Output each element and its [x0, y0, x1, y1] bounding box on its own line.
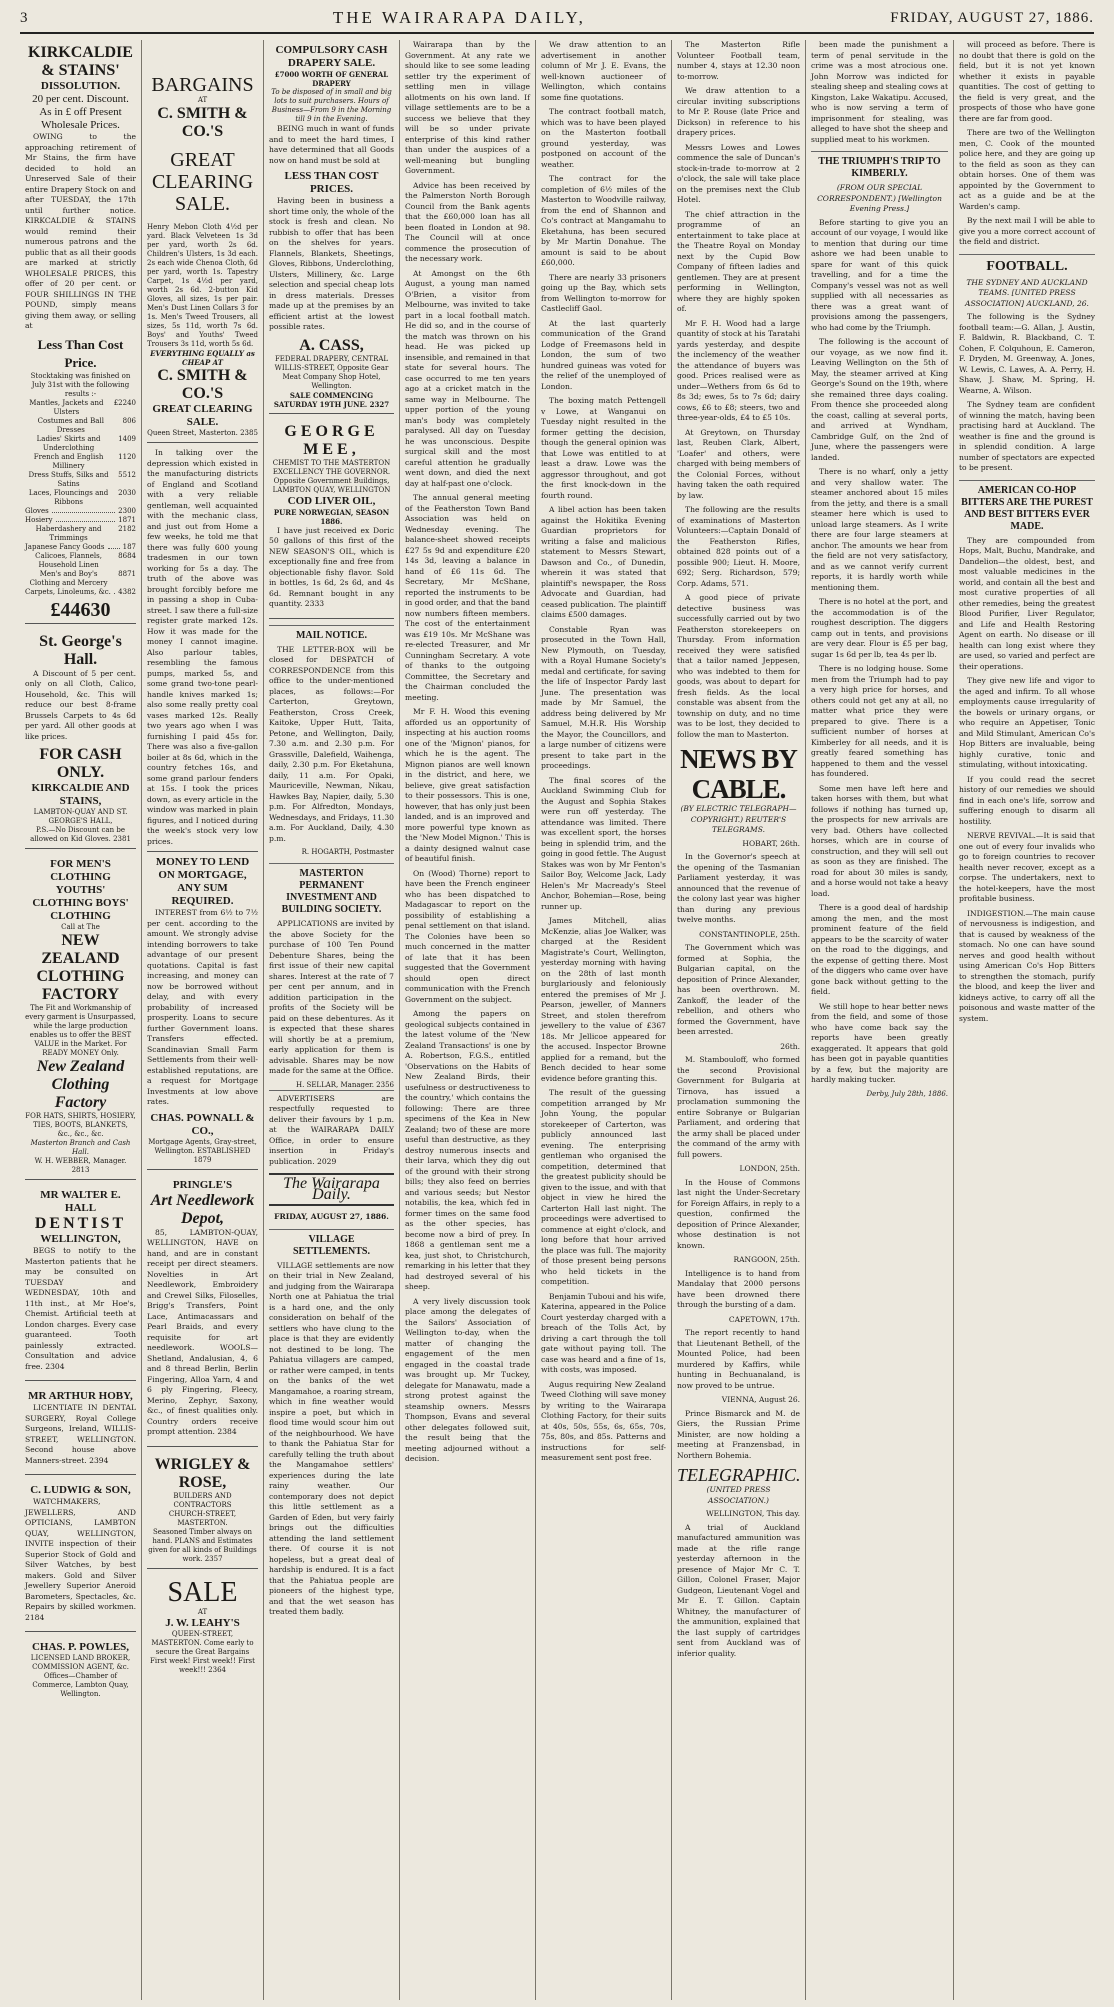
ad-postscript: P.S.—No Discount can be allowed on Kid Gloves. 2381	[30, 826, 131, 843]
ad-name: GEORGE MEE,	[284, 422, 379, 458]
ad-body: LICENSED LAND BROKER, COMMISSION AGENT, &c. Offices—Chamber of Commerce, Lambton Quay, Wellington.	[30, 1654, 131, 1698]
ad-manager: W. H. WEBBER, Manager. 2813	[34, 1157, 127, 1174]
article-para: The result of the guessing competition arranged by Mr John Young, the popular storekeeper of Carterton, was publicly announced last evening. The enterprising gentleman who organised the competition, determined that the greatest publicity should be given to the issue, and with that object in view he hired the Carterton Hall last night. The proceedings were advertised to commence at eight o'clock, and long before that hour arrived the place was full. The majority of those present being persons who held tickets in the competition.	[541, 1088, 666, 1286]
st-georges-hall-ad	[25, 629, 136, 850]
stock-row	[25, 543, 136, 552]
leader-heading: VILLAGE SETTLEMENTS.	[269, 1229, 394, 1258]
ad-body: INTEREST from 6½ to 7½ per cent. according to the amount. We strongly advise intending borrowers to take advantage of our present quotations. Capital is fast increasing, and money can now be borrowed without delay, and with every probability of increased prosperity. Loans to secure further Government loans. Transfers effected. Scandinavian Small Farm Settlements from their well-established reputations, are a request for Mortgage Investments at low above rates.	[147, 908, 258, 1106]
article-para: Messrs Lowes and Lowes commence the sale of Duncan's stock-in-trade to-morrow at 2 o'clock, the sale will take place on the premises next the Club Hotel.	[677, 142, 800, 204]
stock-row	[25, 570, 136, 588]
stock-value: 2030	[118, 488, 136, 497]
ad-sub: AT	[197, 1607, 208, 1616]
ad-body: OWING to the approaching retirement of Mr Stains, the firm have decided to hold an Unreserved Sale of their entire Drapery Stock on and after TUESDAY, the 17th until further notice. KIRKCALDIE & STAINS would remind their numerous patrons and the public that as all their goods are marked at strictly WHOLESALE PRICES, this offer of 20 per cent. or FOUR SHILLINGS IN THE POUND, simply means giving them away, or selling at	[25, 132, 136, 330]
ad-brand: New Zealand Clothing Factory	[36, 1058, 125, 1111]
cable-news-subheading: (BY ELECTRIC TELEGRAPH—COPYRIGHT.) REUTER'S TELEGRAMS.	[680, 804, 797, 834]
ad-at: AT	[197, 96, 208, 104]
cable-item: The report recently to hand that Lieutenant Bethell, of the Mounted Police, had been murdered by Kaffirs, while hunting in Bechuanaland, is now proved to be untrue.	[677, 1328, 800, 1390]
ad-offer: 20 per cent. Discount. As in £ off Present Wholesale Prices.	[32, 93, 129, 131]
stock-item: Carpets, Linoleums, &c.	[25, 587, 111, 596]
ad-address: Masterton Branch and Cash Hall.	[30, 1139, 131, 1156]
stock-item: Mantles, Jackets and Ulsters	[29, 398, 104, 416]
stock-value: 187	[122, 542, 136, 551]
cable-item: M. Stambouloff, who formed the second Provisional Government for Bulgaria at Tirnova, has issued a proclamation summoning the entire Sobranye or Bulgarian Parliament, and ordering that the army shall be placed under the command of the army with full powers.	[677, 1055, 800, 1159]
ad-firm: A. CASS,	[299, 336, 364, 354]
article-para: At Amongst on the 6th August, a young man named O'Brien, a visitor from Melbourne, was invited to take part in a local football match. He did so, and in the course of the match was thrown on his head. He was picked up insensible, and remained in that state for several hours. The case occurred to me ten years ago at a cricket match in the same way in Melbourne. The upper portion of the young man's body was completely paralysed. All day on Tuesday he was unconscious. Despite surgical skill and the most careful attention he gradually went down, and died the next day at half-past one o'clock.	[405, 268, 530, 488]
article-signature: Derby, July 28th, 1886.	[866, 1089, 948, 1098]
article-para: Augus requiring New Zealand Tweed Clothing will save money by writing to the Wairarapa Clothing Factory, for their suits at 40s, 50s, 55s, 6s, 65s, 70s, 75s, 80s, and 85s. Patterns and instructions for self-measurement sent post free.	[541, 1379, 666, 1462]
article-para: There is a good deal of hardship among the men, and the most prominent feature of the field appears to be the scarcity of water on the road to the diggings, and the expense of getting there. Most of the diggers who came over have gone back without getting to the field.	[811, 903, 948, 996]
ad-note: Stocktaking was finished on July 31st with the following results :-	[30, 371, 131, 398]
paper-nameplate: The Wairarapa Daily.	[269, 1173, 394, 1206]
article-para: Advice has been received by the Palmerston North Borough Council from the Bank agents that the £60,000 loan has all been floated in London at 98. The Council will at once commence the prosecution of the necessary work.	[405, 180, 530, 263]
ad-title: KIRKCALDIE & STAINS'	[28, 44, 133, 79]
ad-title: MONEY TO LEND ON MORTGAGE, ANY SUM REQUIRED.	[155, 856, 250, 907]
stock-value: 1871	[118, 515, 136, 524]
stock-row	[25, 525, 136, 543]
ad-title: CHAS. P. POWLES,	[31, 1641, 130, 1653]
ad-town: LAMBTON QUAY, WELLINGTON	[272, 485, 391, 494]
stock-row	[25, 435, 136, 453]
ad-body: WATCHMAKERS, JEWELLERS, AND OPTICIANS, LAMBTON QUAY, WELLINGTON, INVITE inspection of their Superior Stock of Gold and Silver Watches, by best makers. Gold and Silver Jewellery Superior Aneroid Barometers, Spectacles, &c. Repairs by skilled workmen. 2184	[25, 1497, 136, 1622]
stock-row	[25, 552, 136, 570]
article-para: James Mitchell, alias McKenzie, alias Joe Walker, was charged at the Resident Magistrate's Court, Wellington, yesterday morning with having on the 28th of last month burglariously and feloniously entered the premises of Mr J. Pearson, jeweller, of Manners Street, and stolen therefrom jewellery to the value of £367 18s. Mr Jellicoe appeared for the accused. Inspector Browne applied for a remand, but the Bench decided to hear some evidence before granting this.	[541, 916, 666, 1083]
ad-title: MR ARTHUR HOBY,	[28, 1390, 133, 1402]
columns	[20, 40, 1100, 2000]
leader-dots	[56, 516, 116, 522]
ad-address: LAMBTON-QUAY AND ST. GEORGE'S HALL,	[33, 808, 128, 825]
article-para: There is no hotel at the port, and the accommodation is of the roughest description. The diggers camp out in tents, and provisions are very dear. Flour is £5 per bag, sugar 1s 6d per lb, tea 4s per lb.	[811, 597, 948, 659]
mail-notice-signature: R. HOGARTH, Postmaster	[301, 848, 394, 856]
ad-trade: DENTIST	[34, 1215, 127, 1232]
stock-row	[25, 507, 136, 516]
stock-item: Ladies' Skirts and Underclothing	[36, 434, 101, 452]
ad-title: St. George's Hall.	[39, 632, 122, 668]
stock-item: Costumes and Ball Dresses	[37, 416, 104, 434]
stock-value: 1120	[118, 452, 136, 461]
ad-body: QUEEN-STREET, MASTERTON. Come early to secure the Great Bargains First week! First week!! First week!!! 2364	[150, 1629, 255, 1674]
ad-lines: FOR MEN'S CLOTHING YOUTHS' CLOTHING BOYS' CLOTHING	[32, 858, 129, 922]
article-para: A very lively discussion took place among the delegates of the Sailors' Association of Wellington to-day, when the matter of changing the engagement of the men engaged in the coastal trade was brought up. Mr Tuckey, delegate for Manawatu, made a strong protest against the steamship owners. Messrs Thompson, Evans and several other delegates followed suit, the result being that the meeting adjourned without a decision.	[405, 1296, 530, 1463]
ad-subtitle: DISSOLUTION.	[40, 80, 121, 92]
stock-value: 2300	[118, 506, 136, 515]
article-para: There are two of the Wellington men, C. Cook of the mounted police here, and they are going up to the field as soon as they can obtain horses. One of them was appointed by the Government to act as a guide and be at the Warden's camp.	[959, 128, 1095, 211]
article-para: The following are the results of examinations of Masterton Volunteers:—Captain Donald of the Featherston Rifles, obtained 828 points out of a possible 900; Lieut. H. Moore, 692; Serg. Richardson, 579; Corp. Adams, 571.	[677, 505, 800, 588]
wrigley-rose-ad	[147, 1452, 258, 1569]
article-para: Mr F. H. Wood had a large quantity of stock at his Taratahi yards yesterday, and despite the inclemency of the weather the attendance of buyers was good. Prices realised were as under—Wethers from 6s 6d to 8s 3d; ewes, 5s to 7s 6d; dairy cows, £6 to £8; steers, two and three-year-olds, £4 to £5 10s.	[677, 318, 800, 422]
ad-body: Seasoned Timber always on hand. PLANS and Estimates given for all kinds of Buildings work. 2357	[148, 1527, 257, 1563]
building-society-signature: H. SELLAR, Manager. 2356	[295, 1080, 394, 1089]
ad-date: SALE COMMENCING SATURDAY 19TH JUNE. 2327	[273, 390, 390, 409]
stock-item: French and English Millinery	[33, 452, 104, 470]
ad-role: CHEMIST TO THE MASTERTON EXCELLENCY THE GOVERNOR.	[272, 458, 391, 476]
money-lend-ad	[147, 851, 258, 1170]
cable-item: Prince Bismarck and M. de Giers, the Russian Prime Minister, are now holding a meeting at Franzensbad, in Northern Bohemia.	[677, 1408, 800, 1460]
ad-text: BEING much in want of funds and to meet the hard times, I have determined that all Goods now on hand must be sold at	[269, 124, 394, 165]
stock-item: Dress Stuffs, Silks and Satins	[28, 470, 109, 488]
smith-sale-ad	[147, 40, 258, 443]
column-3	[264, 40, 400, 2000]
ad-call: Call at The	[61, 923, 100, 931]
building-society-heading: MASTERTON PERMANENT INVESTMENT AND BUILDING SOCIETY.	[269, 863, 394, 916]
ad-firm: CHAS. POWNALL & CO.,	[150, 1111, 255, 1137]
football-subheading: THE SYDNEY AND AUCKLAND TEAMS. [UNITED PRESS ASSOCIATION] AUCKLAND, 26.	[965, 277, 1089, 308]
article-para: Some men have left here and taken horses with them, but what follows if nothing has turned up, the prospects for new arrivals are very bad. Others have collected horses, which are in course of construction, and they will sell out as soon as they are finished. The road for about 30 miles is sandy, and a horse would not take a heavy load.	[811, 783, 948, 898]
article-para: been made the punishment a term of penal servitude in the crime was a most atrocious one. John Morrow was indicted for stealing sheep and stealing cows at Kingston, Lake Wakatipu. Accused, who is now serving a term of imprisonment for stealing, was alleged to have shot the sheep and supplied meat to his workmen.	[811, 40, 948, 144]
stock-row	[25, 417, 136, 435]
column-1	[20, 40, 142, 2000]
ad-body: A Discount of 5 per cent. only on all Cloth, Calico, Household, &c. This will reduce our best 8-frame Brussels Carpets to 4s 6d per yard. All other goods at like prices.	[25, 668, 136, 741]
cable-news-heading: NEWS BY CABLE.	[680, 744, 797, 804]
ad-title: C. LUDWIG & SON,	[30, 1484, 131, 1496]
cable-item: Intelligence is to hand from Mandalay that 2000 persons have been drowned there through the bursting of a dam.	[677, 1268, 800, 1309]
stock-value: 806	[122, 416, 136, 425]
stock-item: Gloves	[25, 506, 49, 515]
ad-sub: £7000 WORTH OF GENERAL DRAPERY	[274, 70, 389, 88]
clothing-factory-ad	[25, 854, 136, 1180]
dateline: WELLINGTON, This day.	[705, 1509, 800, 1518]
article-para: Constable Ryan was prosecuted in the Town Hall, New Plymouth, on Tuesday, with a Royal Humane Society's medal and certificate, for saving the life of Inspector Pardy last June. The presentation was made by Mr Samuel, the address being delivered by Mr Samuel, M.H.R. His Worship the Mayor, the Councillors, and a large number of citizens were present to take part in the proceedings.	[541, 624, 667, 770]
ad-body: I have just received ex Doric 50 gallons of this first of the NEW SEASON'S OIL, which is exceptionally fine and free from objectionable fishy flavor. Sold in bottles, 1s 6d, 2s 6d, and 4s 6d. Remnant bought in any quantity. 2333	[269, 525, 394, 608]
ad-address: Queen Street, Masterton. 2385	[147, 429, 258, 437]
ad-firm-repeat: C. SMITH & CO.'S	[157, 367, 248, 402]
ad-more: Having been in business a short time only, the whole of the stock is fresh and clean. No rubbish to offer that has been on the shelves for years. Flannels, Blankets, Sheetings, Gloves, Ribbons, Underclothing, Ulsters, Millinery, &c. Large selection and special cheap lots in dress materials. Dresses made up at the premises by an efficient artist at the lowest possible rates.	[269, 196, 394, 331]
ad-body: The Fit and Workmanship of every garment is Unsurpassed, while the large production enables us to offer the BEST VALUE in the Market. For READY MONEY Only.	[25, 1004, 136, 1057]
ad-body: They give new life and vigor to the aged and infirm. To all whose employments cause irregularity of the bowels or urinary organs, or who require an Appetiser, Tonic and Mild Stimulant, American Co's Hop Bitters are invaluable, being highly curative, tonic and stimulating, without intoxicating.	[959, 676, 1095, 769]
stock-row	[25, 588, 136, 597]
article-para: Wairarapa than by the Government. At any rate we should like to see some leading settler try the experiment of settling men in village allotments on his own land. If village settlements are to be a success we believe that they will be so under private enterprise of this kind rather than under the auspices of a well-meaning but bungling Government.	[405, 40, 530, 175]
article-para: Among the papers on geological subjects contained in the latest volume of the 'New Zealand Transactions' is one by A. Robertson, F.G.S., entitled 'Observations on the Habits of New Zealand Birds, their usefulness or destructiveness to the country,' which contains the following: There are three specimens of the Kea in New Zealand; two of these are more useful than destructive, as they destroy numerous insects and their larva, which they dig out of the ground with their strong bills; they also feed on berries and various seeds; but Nestor notabilis, the kea, which fed in former times on the same food as the other species, has become now a bird of prey. In 1868 a gentleman sent me a kea, just shot, to Christchurch, remarking in his letter that they had destroyed several of his sheep.	[405, 1009, 530, 1291]
ad-town: WELLINGTON,	[40, 1233, 121, 1245]
stock-item: Calicoes, Flannels, Household Linen	[35, 551, 102, 569]
pringle-ad	[147, 1175, 258, 1447]
ad-address: Opposite Government Buildings,	[273, 476, 390, 485]
article-para: The following is the account of our voyage, as we now find it. Leaving Wellington on the 5th of May, the steamer arrived at King George's Sound on the 19th, where she remained three days coaling. From thence she proceeded along the coast, calling at several ports, and arrived at Wyndham, Cambridge Gulf, on the 2nd of June, where the passengers were landed.	[811, 337, 948, 462]
stock-value: 2182	[118, 524, 136, 533]
article-para: will proceed as before. There is no doubt that there is gold on the field, but it is not yet known whether it exists in payable quantities. The cost of getting to the field is very great, and the prospects of those who have gone there are far from good.	[959, 40, 1095, 123]
article-para: At the last quarterly communication of the Grand Lodge of Freemasons held in London, the sum of two hundred guineas was voted for the relief of the unemployed of London.	[541, 318, 666, 391]
article-para: The following is the Sydney football team:—G. Allan, J. Austin, F. Baldwin, R. Blackband, C. T. Cohen, F. Colquhoun, E. Cameron, F. Dryden, M. Greenway, A. Jones, W. Lewis, C. Lawes, A. A. Perry, H. Shaw, J. Shaw, M. Spring, H. Wearne, A. Wilson.	[959, 312, 1095, 395]
dentist-hall-ad	[25, 1185, 136, 1381]
stock-value: £2240	[113, 398, 136, 407]
ad-title: MR WALTER E. HALL	[40, 1189, 121, 1214]
page-number: 3	[20, 9, 29, 26]
ad-address: CHURCH-STREET, MASTERTON.	[168, 1509, 237, 1527]
ad-body: NERVE REVIVAL.—It is said that one out of every four invalids who go to foreign countries to recover health never recover, except as a corpse. The undertakers, next to the hotel-keepers, have the most profitable business.	[959, 831, 1095, 903]
column-8	[954, 40, 1100, 2000]
masthead	[20, 4, 1094, 34]
ad-title: Art Needlework Depot,	[150, 1191, 255, 1227]
paper-title: THE WAIRARAPA DAILY,	[332, 8, 586, 27]
stock-item: Japanese Fancy Goods	[25, 542, 105, 551]
stock-row	[25, 453, 136, 471]
article-para: A libel action has been taken against the Hokitika Evening Guardian proprietors for writing a false and malicious statement to Messrs Stewart, Dawson and Co., of Dunedin, wherein it was stated that plaintiff's newspaper, the Ross Advocate and Guardian, had ceased publication. The plaintiff claims £500 damages.	[541, 505, 666, 619]
ad-title: GREAT CLEARING SALE.	[151, 149, 254, 215]
dateline: CAPETOWN, 17th.	[728, 1314, 800, 1324]
dateline: HOBART, 26th.	[742, 838, 800, 848]
stock-item: Haberdashery and Trimmings	[35, 524, 102, 542]
ad-body: INDIGESTION.—The main cause of nervousness is indigestion, and that is caused by weakness of the stomach. No one can have sound nerves and good health without using American Co's Hop Bitters to strengthen the stomach, purify the blood, and keep the liver and kidneys active, to carry off all the poisonous and waste matter of the system.	[959, 908, 1095, 1023]
stock-row	[25, 399, 136, 417]
cable-item: In the House of Commons last night the Under-Secretary for Foreign Affairs, in reply to a question, confirmed the deposition of Prince Alexander, whose destination is not known.	[677, 1177, 800, 1250]
ad-product-sub: PURE NORWEGIAN, SEASON 1886.	[273, 507, 390, 526]
mail-notice-heading: MAIL NOTICE.	[269, 625, 394, 642]
article-para: The contract for the completion of 6½ miles of the Masterton to Woodville railway, from the end of Shannon and Co's contract at Mangamahu to Eketahuna, has been secured by Mr Martin Donahue. The amount is said to be about £60,000.	[541, 174, 666, 267]
leader-dots	[52, 507, 115, 513]
leader-body: VILLAGE settlements are now on their trial in New Zealand, and judging from the Wairarapa North one at Pahiatua the trial is a hard one, and the only consideration on behalf of the settlers who have clung to the place is that they are evidently not destined to be long. The Pahiatua villagers are camped, or rather were camped, in tents on the banks of the wet Mangamahoe, a roaring stream, which in fine weather would inspire a poet, but which in flood time would scour him out of the neighbourhood. We have to thank the Pahiatua Star for carefully telling the truth about the Mangamahoe settlers' experiences during the late rainy weather. Our contemporary does not depict this little settlement as a Garden of Eden, but very fairly brings out the difficulties attending the land settlement there. Of course it is not hopeless, but a great deal of hardship is endured. It is a fact that the Pahiatua people are pioneers of the highest type, and that the wet season has treated them badly.	[269, 1260, 394, 1616]
ad-title: NEW ZEALAND CLOTHING FACTORY	[36, 932, 125, 1003]
ad-title: WRIGLEY & ROSE,	[154, 1455, 251, 1491]
stock-value: 4382	[118, 587, 136, 596]
triumph-subheading: (FROM OUR SPECIAL CORRESPONDENT.) [Wellington Evening Press.]	[817, 183, 942, 213]
ad-address: Mortgage Agents, Gray-street, Wellington. ESTABLISHED 1879	[148, 1137, 257, 1164]
column-2	[142, 40, 264, 2000]
article-para: There is no lodging house. Some men from the Triumph had to pay a very high price for horses, and others could not get any at all, no matter what price they were prepared to give. There is a sufficient number of horses at Kimberley for all needs, and it is greatly feared something has happened to them and the vessel has foundered.	[811, 664, 948, 778]
article-para: We draw attention to an advertisement in another column of Mr J. E. Evans, the well-known auctioneer of Wellington, which contains some fine quotations.	[541, 40, 666, 102]
telegraphic-item: A trial of Auckland manufactured ammunition was made at the rifle range yesterday afternoon in the presence of Major Mr C. T. Gillon, Colonel Fraser, Major Gudgeon, Lieutenant Vogel and Mr E. T. Gillon. Captain Whitney, the manufacturer of the ammunition, explained that the last supply of cartridges sent from Auckland was of inferior quality.	[677, 1522, 800, 1658]
ad-note: To be disposed of in small and big lots to suit purchasers. Hours of Business—From 9 in the Morning till 9 in the Evening.	[271, 88, 392, 123]
hop-bitters-heading: AMERICAN CO-HOP BITTERS ARE THE PUREST AND BEST BITTERS EVER MADE.	[959, 480, 1095, 533]
ad-trade: BUILDERS AND CONTRACTORS	[173, 1491, 232, 1509]
article-para: There is no wharf, only a jetty and very shallow water. The steamer anchored about 15 miles from the jetty, and there is a small steamer here which is used to unload large steamers. As I write there are four large steamers at anchor. The amounts we hear from the field are not very satisfactory, and as we cannot verify current reports, it is hardly worth while mentioning them.	[811, 467, 948, 592]
leader-dots	[114, 588, 115, 594]
ludwig-ad	[25, 1480, 136, 1632]
ad-body: 85, LAMBTON-QUAY, WELLINGTON, HAVE on hand, and are in constant receipt per direct steamers. Novelties in Art Needlework, Embroidery and Crewel Silks, Filoselles, Brigg's Transfers, Point Lace, Antimacassars and Pearl Braids, and every requisite for art needlework. WOOLS—Shetland, Andalusian, 4, 6 and 8 thread Berlin, Berlin Fingering, Alloa Yarn, 4 and 6 ply Fingering, Fleecy, Merino, Zephyr, Saxony, &c., of finest qualities only. Country orders receive prompt attention. 2384	[147, 1227, 258, 1436]
ad-top: BARGAINS	[151, 74, 254, 96]
leahy-sale-ad	[147, 1574, 258, 1679]
triumph-heading: THE TRIUMPH'S TRIP TO KIMBERLY.	[811, 151, 948, 180]
column-6	[672, 40, 806, 2000]
article-para: The final scores of the Auckland Swimming Club for the August and Sophia Stakes were run off yesterday. The attendance was limited. There was excellent sport, the horses being in splendid trim, and the going in good fettle. The August Stakes was won by Mr Fenton's Sailor Boy, Welcome Jack, Lady Helen's Mr Macready's Steel Anchor, Bohemian—Rose, being runner up.	[541, 775, 666, 911]
ad-firm: J. W. LEAHY'S	[165, 1616, 240, 1629]
ad-title: SALE	[167, 1576, 238, 1608]
dateline: 26th.	[780, 1041, 800, 1051]
issue-date: FRIDAY, AUGUST 27, 1886.	[890, 9, 1094, 26]
column-4	[400, 40, 536, 2000]
stock-row	[25, 516, 136, 525]
article-para: There are nearly 33 prisoners going up the Bay, which sets from Wellington to-morrow for Castlecliff Gaol.	[541, 272, 666, 313]
ad-body: If you could read the secret history of our remedies we should find in each one's life, sorrow and suffering enough to disarm all hostility.	[959, 774, 1095, 826]
article-para: The boxing match Pettengell v Lowe, at Wanganui on Tuesday night resulted in the former getting the decision, though the general opinion was that Lowe was entitled to at least a draw. Lowe was the aggressor throughout, and got the first knock-down in the fourth round.	[541, 396, 666, 500]
powles-ad	[25, 1637, 136, 1703]
stock-value: 8684	[118, 551, 136, 560]
stock-row	[25, 471, 136, 489]
article-para: The contract football match, which was to have been played on the Masterton football ground yesterday, was postponed on account of the weather.	[541, 107, 666, 169]
edition-date: FRIDAY, AUGUST 27, 1886.	[274, 1212, 389, 1221]
cass-drapery-ad	[269, 40, 394, 414]
article-para: The chief attraction in the programme of an entertainment to take place at the Theatre Royal on Monday next by the Cupid Bow Company of fifteen ladies and gentlemen. They are at present performing in Wellington, where they are highly spoken of.	[677, 209, 800, 313]
telegraphic-subheading: (UNITED PRESS ASSOCIATION.)	[706, 1485, 771, 1505]
stock-row	[25, 489, 136, 507]
dateline: CONSTANTINOPLE, 25th.	[699, 929, 800, 939]
article-para: A good piece of private detective business was successfully carried out by two Featherston storekeepers on Thursday. From information received they were satisfied that a tailor named Jeppesen, who was indebted to them for goods, was about to depart for fresh fields. As the local constable was absent from the township on duty, and no time was to be lost, they decided to follow the man to Masterton.	[677, 593, 800, 739]
article-para: We draw attention to a circular inviting subscriptions to Mr P. Rouse (late Price and Dickson) in reference to his drapery prices.	[677, 86, 800, 137]
article-para: Before starting to give you an account of our voyage, I would like to mention that during our time ashore we had been unable to spare for want of this quick travelling, and for a time the Company's vessel was not as well supplied with all necessaries as there was a great want of provisions among the passengers, who had come by the Triumph.	[811, 217, 948, 332]
ad-firm: C. SMITH & CO.'S	[157, 105, 248, 140]
dentist-hoby-ad	[25, 1386, 136, 1475]
stock-value: 5512	[118, 470, 136, 479]
article-para: The annual general meeting of the Featherston Town Band Association was held on Wednesday evening. The balance-sheet showed receipts £27 5s 9d and expenditure £20 14s 3d, leaving a balance in hand of £6 11s 6d. The Secretary, Mr McShane, reported the instruments to be in good order, and that the band now numbers fifteen members. The cost of the entertainment was £19 10s. Mr McShane was re-elected Treasurer, and Mr Cunningham Secretary. A vote of thanks to the outgoing Committee, the Secretary and the Chairman concluded the meeting.	[405, 493, 530, 702]
stock-total: £44630	[50, 598, 111, 621]
article-para: By the next mail I will be able to give you a more correct account of the field and district.	[959, 216, 1095, 246]
column-7	[806, 40, 954, 2000]
stock-item: Men's and Boy's Clothing and Mercery	[29, 569, 108, 587]
stock-item: Hosiery	[25, 515, 53, 524]
ad-product: COD LIVER OIL,	[287, 494, 376, 507]
dateline: VIENNA, August 26.	[721, 1395, 800, 1404]
ad-tagline: Less Than Cost Price.	[37, 336, 124, 370]
article-para: Benjamin Tuboui and his wife, Katerina, appeared in the Police Court yesterday charged with a breach of the Tolls Act, by driving a cart through the toll gate without paying toll. The case was heard and a fine of 1s, with costs, was imposed.	[541, 1291, 666, 1374]
article-para: The Masterton Rifle Volunteer Football team, number 4, stays at 12.30 noon to-morrow.	[677, 40, 800, 81]
article-depression: In talking over the depression which existed in the manufacturing districts of England and Scotland with a very reliable gentleman, well acquainted with the mechanic class, and just out from Home a few weeks, he told me that there was fully 600 young tradesmen in our town working for 5s a day. The truth of the above was brought forcibly before me in passing a shop in Cuba-street. I saw there a full-size register grate marked 12s. How it was made for the money I cannot imagine. Also parlour tables, resembling the famous pumps, marked 5s, and some grand two-tone pearl-handle knives marked 1s; also some really pretty coal vases marked 12s. Really two years ago when I was furnishing I paid 45s for. There was also a five-gallon boiler at 8s 6d, which in the country fetches 16s, and some grand parlour fenders at 15s. I took the prices down, as every article in the window was marked in plain figures, and I noticed during the week's stock very low prices.	[147, 448, 258, 846]
article-para: At Greytown, on Thursday last, Reuben Clark, Albert, 'Loafer' and others, were charged with being members of the Colonial Forces, without having taken the oath required by law.	[677, 427, 800, 500]
ad-firm: KIRKCALDIE AND STAINS,	[31, 782, 130, 807]
stock-value: 1409	[118, 434, 136, 443]
ad-address: FEDERAL DRAPERY, CENTRAL WILLIS-STREET, Opposite Gear Meat Company Shop Hotel, Wellington.	[274, 354, 389, 390]
telegraphic-heading: TELEGRAPHIC.	[677, 1465, 801, 1485]
leader-dots	[108, 543, 120, 549]
dateline: RANGOON, 25th.	[733, 1255, 800, 1264]
ad-body: They are compounded from Hops, Malt, Buchu, Mandrake, and Dandelion—the oldest, best, and most valuable medicines in the world, and contain all the best and most curative properties of all other remedies, being the greatest Blood Purifier, Liver Regulator, and Life and Health Restoring Agent on earth. No disease or ill health can long exist where they are used, so varied and perfect are their operations.	[959, 535, 1095, 671]
article-para: The Sydney team are confident of winning the match, having been practising hard at Auckland. The weather is fine and the ground is in splendid condition. A large number of spectators are expected to be present.	[959, 400, 1095, 472]
ad-body: BEGS to notify to the Masterton patients that he may be consulted on TUESDAY and WEDNESDAY, 10th and 11th inst., at Mr Hoe's, Chemist. Artificial teeth at London charges. Every case guaranteed. Tooth painlessly extracted. Consultation and advice free. 2304	[25, 1246, 136, 1371]
football-heading: FOOTBALL.	[959, 254, 1095, 275]
column-5	[536, 40, 672, 2000]
ad-body: LICENTIATE IN DENTAL SURGERY, Royal College Surgeons, Ireland, WILLIS-STREET, WELLINGTON. Second house above Manners-street. 2394	[25, 1403, 136, 1465]
stock-item: Laces, Flouncings and Ribbons	[28, 488, 109, 506]
ad-for: FOR HATS, SHIRTS, HOSIERY, TIES, BOOTS, BLANKETS, &c., &c., &c.	[25, 1112, 136, 1138]
ad-heading: FOR CASH ONLY.	[39, 746, 122, 781]
article-para: We still hope to hear better news from the field, and some of those who have come back say the reports have been greatly exaggerated. It appears that gold has been got in payable quantities by a few, but the majority are hardly making tucker.	[811, 1001, 948, 1084]
ad-top: PRINGLE'S	[172, 1178, 233, 1191]
cable-item: The Government which was formed at Sophia, the Bulgarian capital, on the deposition of Prince Alexander, has been overthrown. M. Zankoff, the leader of the rebellion, and others who formed the Government, have been arrested.	[677, 943, 800, 1036]
ad-tagline: EVERYTHING EQUALLY as CHEAP AT	[150, 349, 255, 367]
kirkcaldie-dissolution-ad	[25, 40, 136, 624]
stock-list	[25, 399, 136, 597]
ad-title: COMPULSORY CASH DRAPERY SALE.	[275, 44, 388, 69]
dateline: LONDON, 25th.	[739, 1164, 800, 1173]
stock-value: 8871	[118, 569, 136, 578]
ad-tagline: LESS THAN COST PRICES.	[284, 170, 379, 195]
mail-notice-body: THE LETTER-BOX will be closed for DESPATCH of CORRESPONDENCE from this office to the under-mentioned places, as follows:—For Carterton, Greytown, Featherston, Cross Creek, Kaitoke, Upper Hutt, Taita, Petone, and Wellington, Daily, 7.30 a.m. and 2.30 p.m. For Grassville, Dalefield, Waihenga, daily, 2.30 p.m. For Eketahuna, daily, 11 a.m. For Opaki, Mauriceville, Newman, Nikau, Hawkes Bay, Napier, daily, 5.30 p.m. For Alfredton, Mondays, Wednesdays, and Fridays, 11.30 a.m. For Auckland, Daily, 4.30 p.m.	[269, 644, 394, 843]
cable-item: In the Governor's speech at the opening of the Tasmanian Parliament yesterday, it was announced that the revenue of the colony last year was higher than during any previous twelve months.	[677, 852, 800, 924]
building-society-body: APPLICATIONS are invited by the above Society for the purchase of 100 Ten Pound Debenture Shares, being the first issue of their new capital shares. Interest at the rate of 7 per cent per annum, and in addition participation in the profits of the Society will be paid on these debentures. As it is expected that these shares will shortly be at a premium, early application for them is advisable. Shares may be now made for the same at the Office.	[269, 919, 394, 1075]
ad-title-repeat: GREAT CLEARING SALE.	[152, 403, 253, 428]
article-para: Mr F. H. Wood this evening afforded us an opportunity of inspecting at his auction rooms one of the 'Mignon' pianos, for which he is the agent. The Mignon pianos are well known in the district, and here, we believe, give great satisfaction to their possessors. This is one, however, that has only just been landed, and is an improved and more powerful type known as the 'New Model Mignon.' This is a dainty designed walnut case of beautiful finish.	[405, 707, 530, 863]
ad-list: Henry Mebon Cloth 4½d per yard. Black Velveteen 1s 3d per yard, worth 2s 6d. Children's Ulsters, 1s 3d each. 2s each wide Chenoa Cloth, 6d per yard, worth 1s. Tapestry Carpet, 1s 4½d per yard, worth 2s 6d. 2-button Kid Gloves, all sizes, 1s per pair. Men's Dust Linen Collars 3 for 1s. Men's Tweed Trousers, all sizes, 5s 11d, worth 7s 6d. Boys' and Youths' Tweed Trousers 3s 11d, worth 5s 6d.	[147, 223, 258, 348]
mee-chemist-ad	[269, 419, 394, 619]
article-para: On (Wood) Thorne) report to have been the French engineer who has been dispatched to Madagascar to report on the possibility of establishing a penal settlement on that island. The Colonies have been so much concerned in the matter of late that it has been suggested that the Government should open direct communication with the French Government on the subject.	[405, 868, 530, 1004]
advertisers-notice: ADVERTISERS are respectfully requested to deliver their favours by 1 p.m. at the WAIRARAPA DAILY Office, in order to ensure insertion in Friday's publication. 2029	[269, 1090, 394, 1168]
